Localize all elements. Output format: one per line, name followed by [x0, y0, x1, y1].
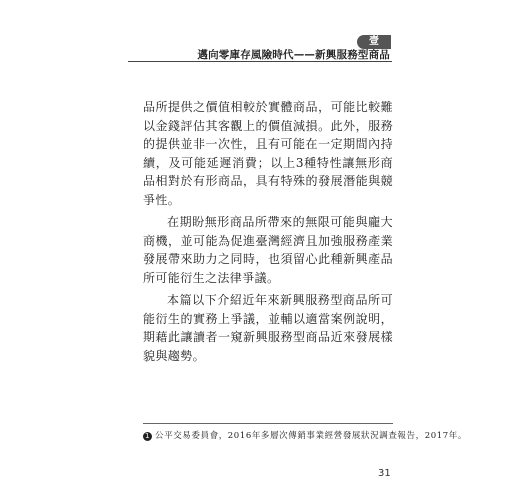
paragraph-1: 品所提供之價值相較於實體商品，可能比較難以金錢評估其客觀上的價值減損。此外，服務的提供並非一次性，且有可能在一定期間內持續，及可能延遲消費；以上3種特性讓無形商品相對於有形商品，具有特殊的發展潛能與競爭性。	[143, 100, 393, 207]
footnote-rule	[143, 423, 393, 424]
paragraph-3: 本篇以下介紹近年來新興服務型商品所可能衍生的實務上爭議，並輔以適當案例說明，期藉此讓讀者一窺新興服務型商品近來發展樣貌與趨勢。	[143, 293, 393, 363]
footnote-marker: 1	[144, 432, 151, 440]
footnote	[143, 431, 467, 442]
header-rule	[128, 61, 392, 62]
chapter-badge: 壹	[357, 35, 391, 49]
footnote-text: 公平交易委員會，2016年多層次傳銷事業經營發展狀況調查報告，2017年。	[155, 431, 467, 441]
page-header	[0, 0, 520, 60]
body-text	[143, 98, 393, 369]
page-number: 31	[378, 468, 391, 479]
paragraph-2: 在期盼無形商品所帶來的無限可能與龐大商機，並可能為促進臺灣經濟且加強服務產業發展帶來助力之同時，也須留心此種新興產品所可能衍生之法律爭議。	[143, 215, 393, 285]
running-title: 邁向零庫存風險時代——新興服務型商品	[197, 49, 390, 61]
